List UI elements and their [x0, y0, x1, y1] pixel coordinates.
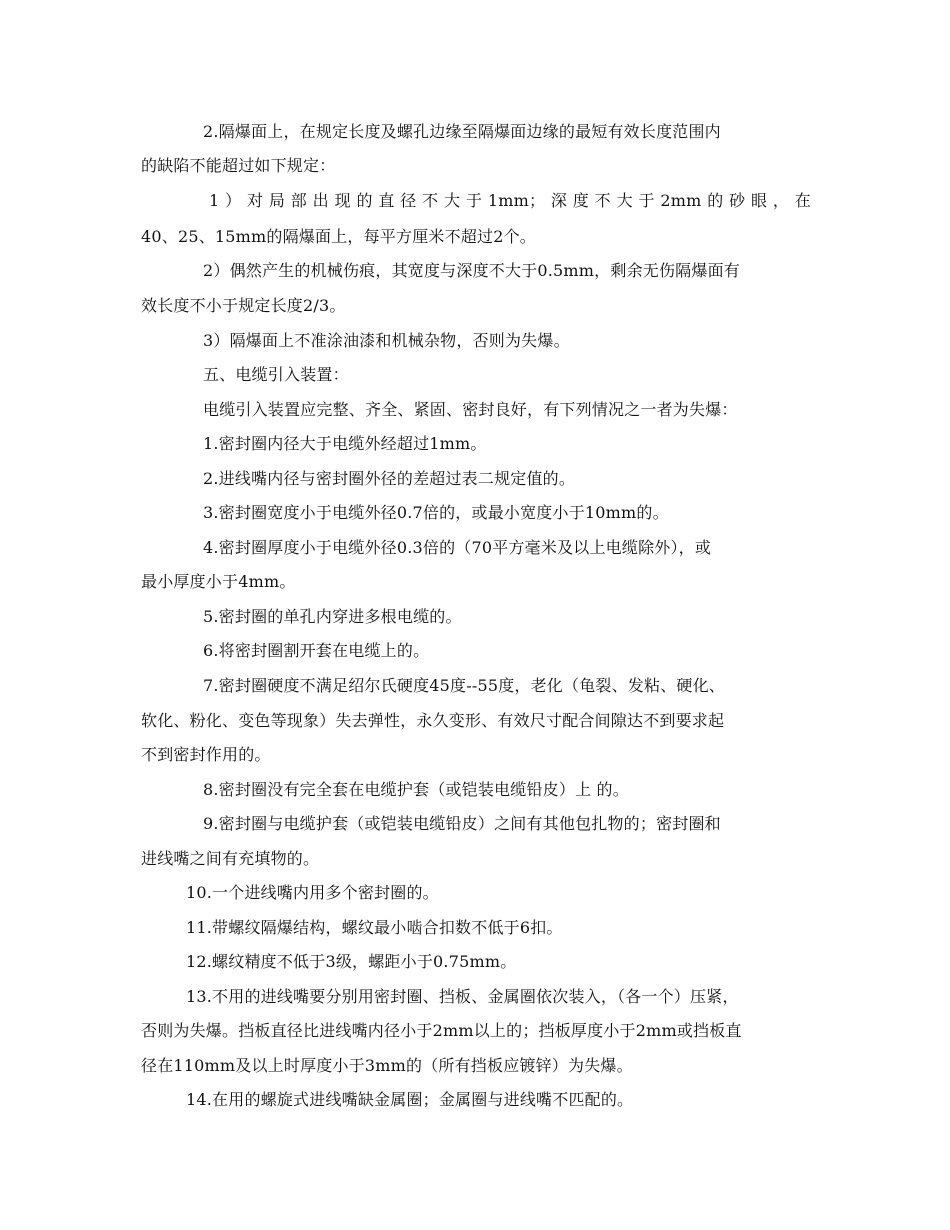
- paragraph-line: 40、25、15mm的隔爆面上，每平方厘米不超过2个。: [141, 227, 537, 246]
- list-item-continuation: 否则为失爆。挡板直径比进线嘴内径小于2mm以上的；挡板厚度小于2mm或挡板直: [141, 1021, 742, 1040]
- list-item: 2.进线嘴内径与密封圈外径的差超过表二规定值的。: [203, 469, 576, 488]
- list-item: 6.将密封圈割开套在电缆上的。: [203, 641, 430, 660]
- list-item: 11.带螺纹隔爆结构，螺纹最小啮合扣数不低于6扣。: [186, 918, 563, 937]
- paragraph-line: 效长度不小于规定长度2/3。: [141, 296, 346, 315]
- list-item: 5.密封圈的单孔内穿进多根电缆的。: [203, 607, 462, 626]
- list-item: 7.密封圈硬度不满足绍尔氏硬度45度--55度，老化（龟裂、发粘、硬化、: [203, 676, 725, 695]
- list-item: 9.密封圈与电缆护套（或铠装电缆铅皮）之间有其他包扎物的；密封圈和: [203, 814, 721, 833]
- list-item-continuation: 软化、粉化、变色等现象）失去弹性，永久变形、有效尺寸配合间隙达不到要求起: [141, 711, 725, 730]
- list-item: 8.密封圈没有完全套在电缆护套（或铠装电缆铅皮）上 的。: [203, 780, 629, 799]
- paragraph-line: 电缆引入装置应完整、齐全、紧固、密封良好，有下列情况之一者为失爆：: [203, 400, 738, 419]
- list-item: 4.密封圈厚度小于电缆外径0.3倍的（70平方毫米及以上电缆除外），或: [203, 538, 712, 557]
- list-item-continuation: 最小厚度小于4mm。: [141, 572, 296, 591]
- paragraph-line: 2）偶然产生的机械伤痕，其宽度与深度不大于0.5mm，剩余无伤隔爆面有: [203, 261, 740, 280]
- list-item: 10.一个进线嘴内用多个密封圈的。: [186, 883, 439, 902]
- paragraph-line: 2.隔爆面上，在规定长度及螺孔边缘至隔爆面边缘的最短有效长度范围内: [203, 122, 721, 141]
- list-item: 14.在用的螺旋式进线嘴缺金属圈；金属圈与进线嘴不匹配的。: [186, 1090, 634, 1109]
- paragraph-line: 3）隔爆面上不准涂油漆和机械杂物，否则为失爆。: [203, 331, 570, 350]
- paragraph-line: 的缺陷不能超过如下规定：: [141, 156, 336, 175]
- list-item: 12.螺纹精度不低于3级，螺距小于0.75mm。: [186, 952, 517, 971]
- list-item: 13.不用的进线嘴要分别用密封圈、挡板、金属圈依次装入，（各一个）压紧，: [186, 987, 739, 1006]
- list-item: 1.密封圈内径大于电缆外经超过1mm。: [203, 434, 487, 453]
- list-item-continuation: 径在110mm及以上时厚度小于3mm的（所有挡板应镀锌）为失爆。: [141, 1056, 633, 1075]
- list-item-continuation: 不到密封作用的。: [141, 745, 271, 764]
- list-item-continuation: 进线嘴之间有充填物的。: [141, 849, 320, 868]
- section-heading: 五、电缆引入装置：: [203, 365, 349, 384]
- paragraph-line: 1）对局部出现的直径不大于1mm；深度不大于2mm的砂眼，在: [209, 191, 811, 210]
- list-item: 3.密封圈宽度小于电缆外径0.7倍的，或最小宽度小于10mm的。: [203, 503, 669, 522]
